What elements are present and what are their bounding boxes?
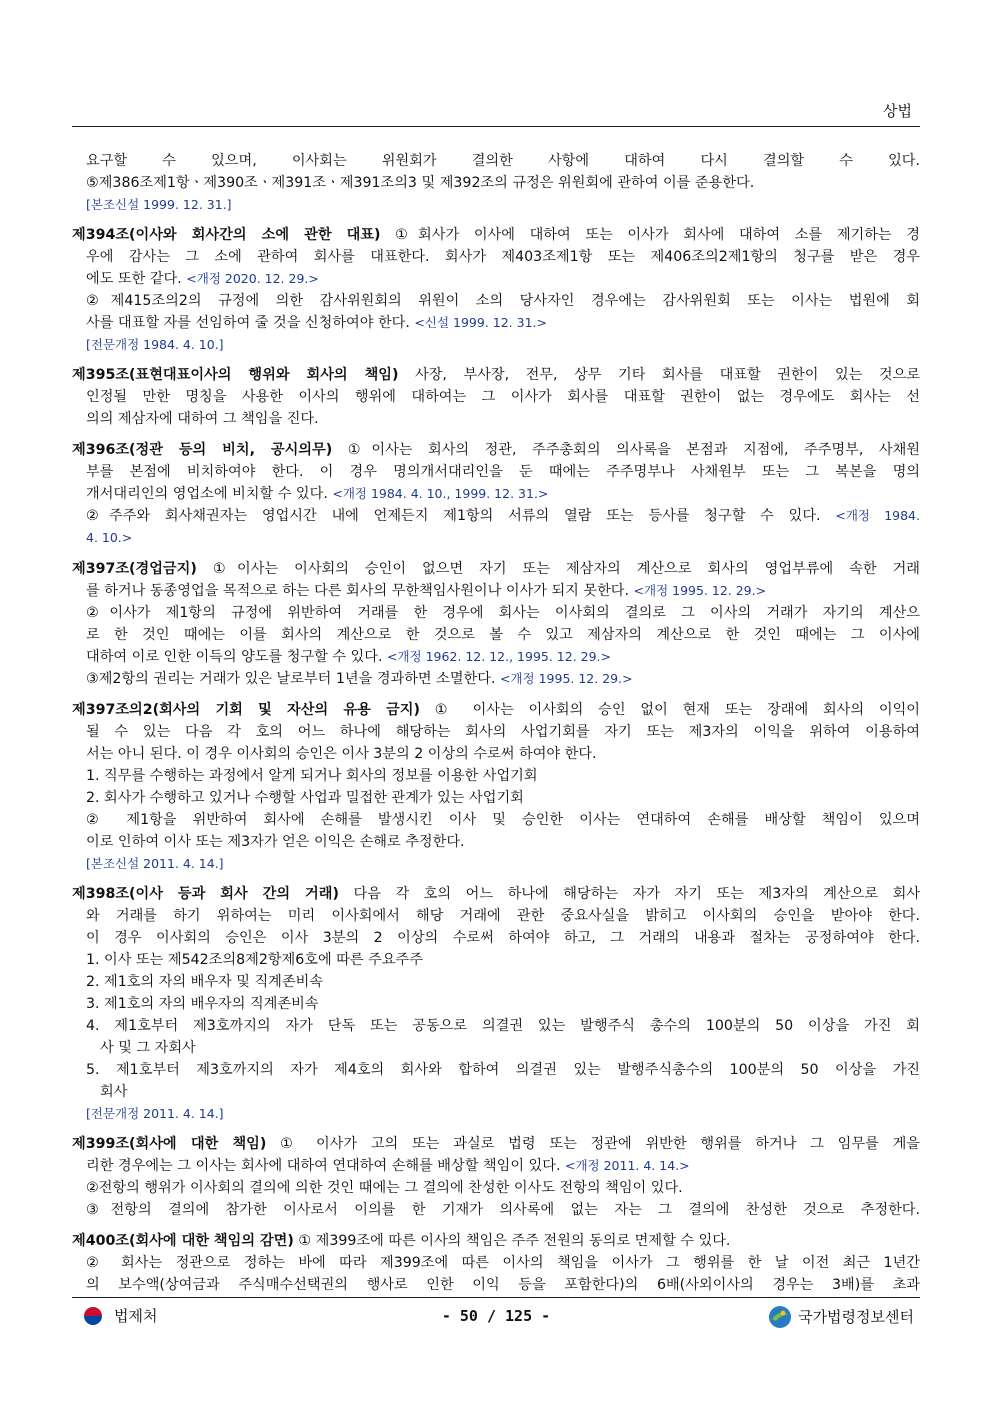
amendment-note: <개정 1962. 12. 12., 1995. 12. 29.> [387,649,611,664]
text-line: 의의 제삼자에 대하여 그 책임을 진다. [86,411,319,427]
article-title: 제399조(회사에 대한 책임) [72,1136,267,1152]
text-span: ①이사는 이사회의 승인이 없으면 자기 또는 제삼자의 계산으로 회사의 영업부류에 속한 거래 [196,561,920,577]
text-line: 사 및 그 자회사 [100,1040,196,1056]
text-line: 우에 감사는 그 소에 관하여 회사를 대표한다. 회사가 제403조제1항 또는 제406조의2제1항의 청구를 받은 경우 [86,249,920,265]
article-396 [72,439,920,549]
text-span: 를 하거나 동종영업을 목적으로 하는 다른 회사의 무한책임사원이나 이사가 되지 못한다. [86,583,634,599]
amendment-note: 4. 10.> [86,530,133,545]
text-line: 부를 본점에 비치하여야 한다. 이 경우 명의개서대리인을 둔 때에는 주주명부나 사채원부 또는 그 복본을 명의 [86,464,920,480]
text-span: 개서대리인의 영업소에 비치할 수 있다. [86,486,333,502]
text-span: 리한 경우에는 그 이사는 회사에 대하여 연대하여 손해를 배상할 책임이 있다. [86,1158,565,1174]
text-line: 2. 제1호의 자의 배우자 및 직계존비속 [86,974,323,990]
text-line: ②제415조의2의 규정에 의한 감사위원회의 위원이 소의 당사자인 경우에는 감사위원회 또는 이사는 법원에 회 [86,293,920,309]
text-line: ② 회사는 정관으로 정하는 바에 따라 제399조에 따른 이사의 책임을 이사가 그 행위를 한 날 이전 최근 1년간 [86,1255,920,1271]
amendment-note: <신설 1999. 12. 31.> [414,315,547,330]
text-span: ① 이사가 고의 또는 과실로 법령 또는 정관에 위반한 행위를 하거나 그 임무를 게을 [266,1136,920,1152]
article-title: 제400조(회사에 대한 책임의 감면) [72,1233,294,1249]
article-title: 제397조(경업금지) [72,561,197,577]
article-title: 제395조(표현대표이사의 행위와 회사의 책임) [72,367,399,383]
text-line: 1. 이사 또는 제542조의8제2항제6호에 따른 주요주주 [86,952,423,968]
text-line: 로 한 것인 때에는 이를 회사의 계산으로 한 것으로 볼 수 있고 제삼자의 계산으로 한 것인 때에는 그 이사에 [86,627,920,643]
text-span: ① 제399조에 따른 이사의 책임은 주주 전원의 동의로 면제할 수 있다. [293,1233,731,1249]
history-note: [전문개정 2011. 4. 14.] [86,1106,224,1121]
article-394 [72,224,920,355]
text-line: ⑤제386조제1항ㆍ제390조ㆍ제391조ㆍ제391조의3 및 제392조의 규정은 위원회에 관하여 이를 준용한다. [86,175,755,191]
article-title: 제396조(정관 등의 비치, 공시의무) [72,442,333,458]
text-line [72,883,920,905]
article-title: 제398조(이사 등과 회사 간의 거래) [72,886,339,902]
text-line [72,505,920,527]
text-span: 에도 또한 같다. [86,271,187,287]
text-line [72,364,920,386]
text-span: ①회사가 이사에 대하여 또는 이사가 회사에 대하여 소를 제기하는 경 [380,227,921,243]
text-line: 와 거래를 하기 위하여는 미리 이사회에서 해당 거래에 관한 중요사실을 밝히고 이사회의 승인을 받아야 한다. [86,908,920,924]
ministry-name: 법제처 [114,1307,158,1325]
text-line [72,668,920,690]
text-line [72,1155,920,1177]
footer-rule [72,1297,920,1298]
history-note: [본조신설 2011. 4. 14.] [86,856,224,871]
law-center-logo-icon [768,1305,792,1329]
text-line: 의 보수액(상여금과 주식매수선택권의 행사로 인한 이익 등을 포함한다)의 6배(사외이사의 경우는 3배)를 초과 [86,1277,920,1293]
law-text [72,150,920,1305]
article-397-2 [72,699,920,874]
text-line: ② 제1항을 위반하여 회사에 손해를 발생시킨 이사 및 승인한 이사는 연대하여 손해를 배상할 책임이 있으며 [86,812,920,828]
text-line: ②이사가 제1항의 규정에 위반하여 거래를 한 경우에 회사는 이사회의 결의로 그 이사의 거래가 자기의 계산으 [86,605,920,621]
amendment-note: <개정 1995. 12. 29.> [633,583,767,598]
article-395 [72,364,920,430]
article-title: 제397조의2(회사의 기회 및 자산의 유용 금지) [72,702,420,718]
text-line [72,268,920,290]
text-span: ②주주와 회사채권자는 영업시간 내에 언제든지 제1항의 서류의 열람 또는 등사를 청구할 수 있다. [86,508,836,524]
text-span: ①이사는 회사의 정관, 주주총회의 의사록을 본점과 지점에, 주주명부, 사채원 [332,442,920,458]
history-note: [전문개정 1984. 4. 10.] [86,337,224,352]
text-span: 대하여 이로 인한 이득의 양도를 청구할 수 있다. [86,649,387,665]
history-note: [본조신설 1999. 12. 31.] [86,197,232,212]
header-rule [72,126,920,127]
text-line [72,699,920,721]
amendment-note: <개정 2020. 12. 29.> [186,271,319,286]
text-line: ②전항의 행위가 이사회의 결의에 의한 것인 때에는 그 결의에 찬성한 이사도 전항의 책임이 있다. [86,1180,683,1196]
text-line [72,580,920,602]
text-line: 회사 [100,1084,128,1100]
text-line: 인정될 만한 명칭을 사용한 이사의 행위에 대하여는 그 이사가 회사를 대표할 권한이 없는 경우에도 회사는 선 [86,389,920,405]
text-span: ③제2항의 권리는 거래가 있은 날로부터 1년을 경과하면 소멸한다. [86,671,500,687]
text-line: 1. 직무를 수행하는 과정에서 알게 되거나 회사의 정보를 이용한 사업기회 [86,768,538,784]
text-span: 사장, 부사장, 전무, 상무 기타 회사를 대표할 권한이 있는 것으로 [398,367,921,383]
amendment-note: <개정 1984. [835,508,920,523]
law-title: 상법 [883,102,912,120]
amendment-note: <개정 1984. 4. 10., 1999. 12. 31.> [332,486,549,501]
text-line: 2. 회사가 수행하고 있거나 수행할 사업과 밀접한 관계가 있는 사업기회 [86,790,524,806]
article-398 [72,883,920,1124]
text-span: 다음 각 호의 어느 하나에 해당하는 자가 자기 또는 제3자의 계산으로 회사 [338,886,920,902]
page-number: - 50 / 125 - [441,1307,551,1325]
text-span: 사를 대표할 자를 선임하여 줄 것을 신청하여야 한다. [86,315,415,331]
text-span: ① 이사는 이사회의 승인 없이 현재 또는 장래에 회사의 이익이 [419,702,921,718]
text-line: 서는 아니 된다. 이 경우 이사회의 승인은 이사 3분의 2 이상의 수로써 하여야 한다. [86,746,597,762]
text-line [72,646,920,668]
text-line [72,483,920,505]
article-400 [72,1230,920,1296]
text-line: 이 경우 이사회의 승인은 이사 3분의 2 이상의 수로써 하여야 하고, 그 거래의 내용과 절차는 공정하여야 한다. [86,930,920,946]
text-line [72,1133,920,1155]
amendment-note: <개정 1995. 12. 29.> [500,671,633,686]
text-line [72,439,920,461]
article-continuation [72,150,920,215]
footer-right [768,1305,914,1329]
law-center-name: 국가법령정보센터 [798,1308,914,1326]
text-line: 3. 제1호의 자의 배우자의 직계존비속 [86,996,319,1012]
article-399 [72,1133,920,1221]
text-line: 5. 제1호부터 제3호까지의 자가 제4호의 회사와 합하여 의결권 있는 발행주식총수의 100분의 50 이상을 가진 [86,1062,920,1078]
article-title: 제394조(이사와 회사간의 소에 관한 대표) [72,227,381,243]
text-line [72,1230,920,1252]
text-line [72,224,920,246]
amendment-note: <개정 2011. 4. 14.> [564,1158,690,1173]
text-line: 될 수 있는 다음 각 호의 어느 하나에 해당하는 회사의 사업기회를 자기 또는 제3자의 이익을 위하여 이용하여 [86,724,920,740]
text-line [72,312,920,334]
text-line: 이로 인하여 이사 또는 제3자가 얻은 이익은 손해로 추정한다. [86,834,465,850]
text-line: 4. 제1호부터 제3호까지의 자가 단독 또는 공동으로 의결권 있는 발행주식 총수의 100분의 50 이상을 가진 회 [86,1018,920,1034]
text-line: 요구할 수 있으며, 이사회는 위원회가 결의한 사항에 대하여 다시 결의할 수 있다. [86,153,920,169]
text-line: ③전항의 결의에 참가한 이사로서 이의를 한 기재가 의사록에 없는 자는 그 결의에 찬성한 것으로 추정한다. [86,1202,920,1218]
text-line [72,558,920,580]
article-397 [72,558,920,690]
